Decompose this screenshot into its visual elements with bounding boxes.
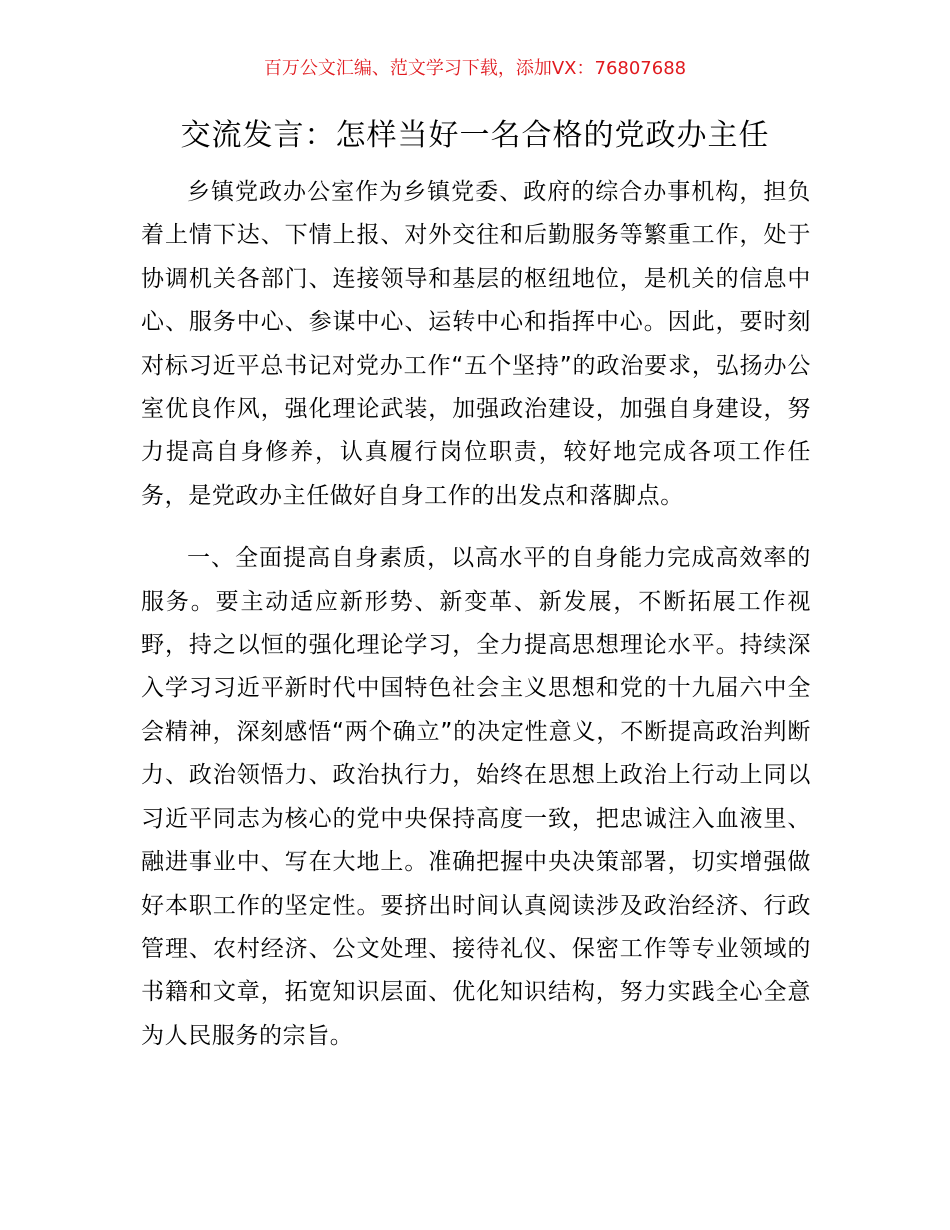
document-body (141, 171, 811, 1058)
paragraph-intro: 乡镇党政办公室作为乡镇党委、政府的综合办事机构，担负着上情下达、下情上报、对外交往和后勤服务等繁重工作，处于协调机关各部门、连接领导和基层的枢纽地位，是机关的信息中心、服务中心、参谋中心、运转中心和指挥中心。因此，要时刻对标习近平总书记对党办工作“五个坚持”的政治要求，弘扬办公室优良作风，强化理论武装，加强政治建设，加强自身建设，努力提高自身修养，认真履行岗位职责，较好地完成各项工作任务，是党政办主任做好自身工作的出发点和落脚点。 (141, 179, 811, 509)
document-title: 交流发言：怎样当好一名合格的党政办主任 (180, 118, 770, 153)
paragraph-section-one: 一、全面提高自身素质，以高水平的自身能力完成高效率的服务。要主动适应新形势、新变革、新发展，不断拓展工作视野，持之以恒的强化理论学习，全力提高思想理论水平。持续深入学习习近平新时代中国特色社会主义思想和党的十九届六中全会精神，深刻感悟“两个确立”的决定性意义，不断提高政治判断力、政治领悟力、政治执行力，始终在思想上政治上行动上同以习近平同志为核心的党中央保持高度一致，把忠诚注入血液里、融进事业中、写在大地上。准确把握中央决策部署，切实增强做好本职工作的坚定性。要挤出时间认真阅读涉及政治经济、行政管理、农村经济、公文处理、接待礼仪、保密工作等专业领域的书籍和文章，拓宽知识层面、优化知识结构，努力实践全心全意为人民服务的宗旨。 (141, 545, 811, 1049)
header-note: 百万公文汇编、范文学习下载，添加VX：76807688 (263, 58, 687, 79)
